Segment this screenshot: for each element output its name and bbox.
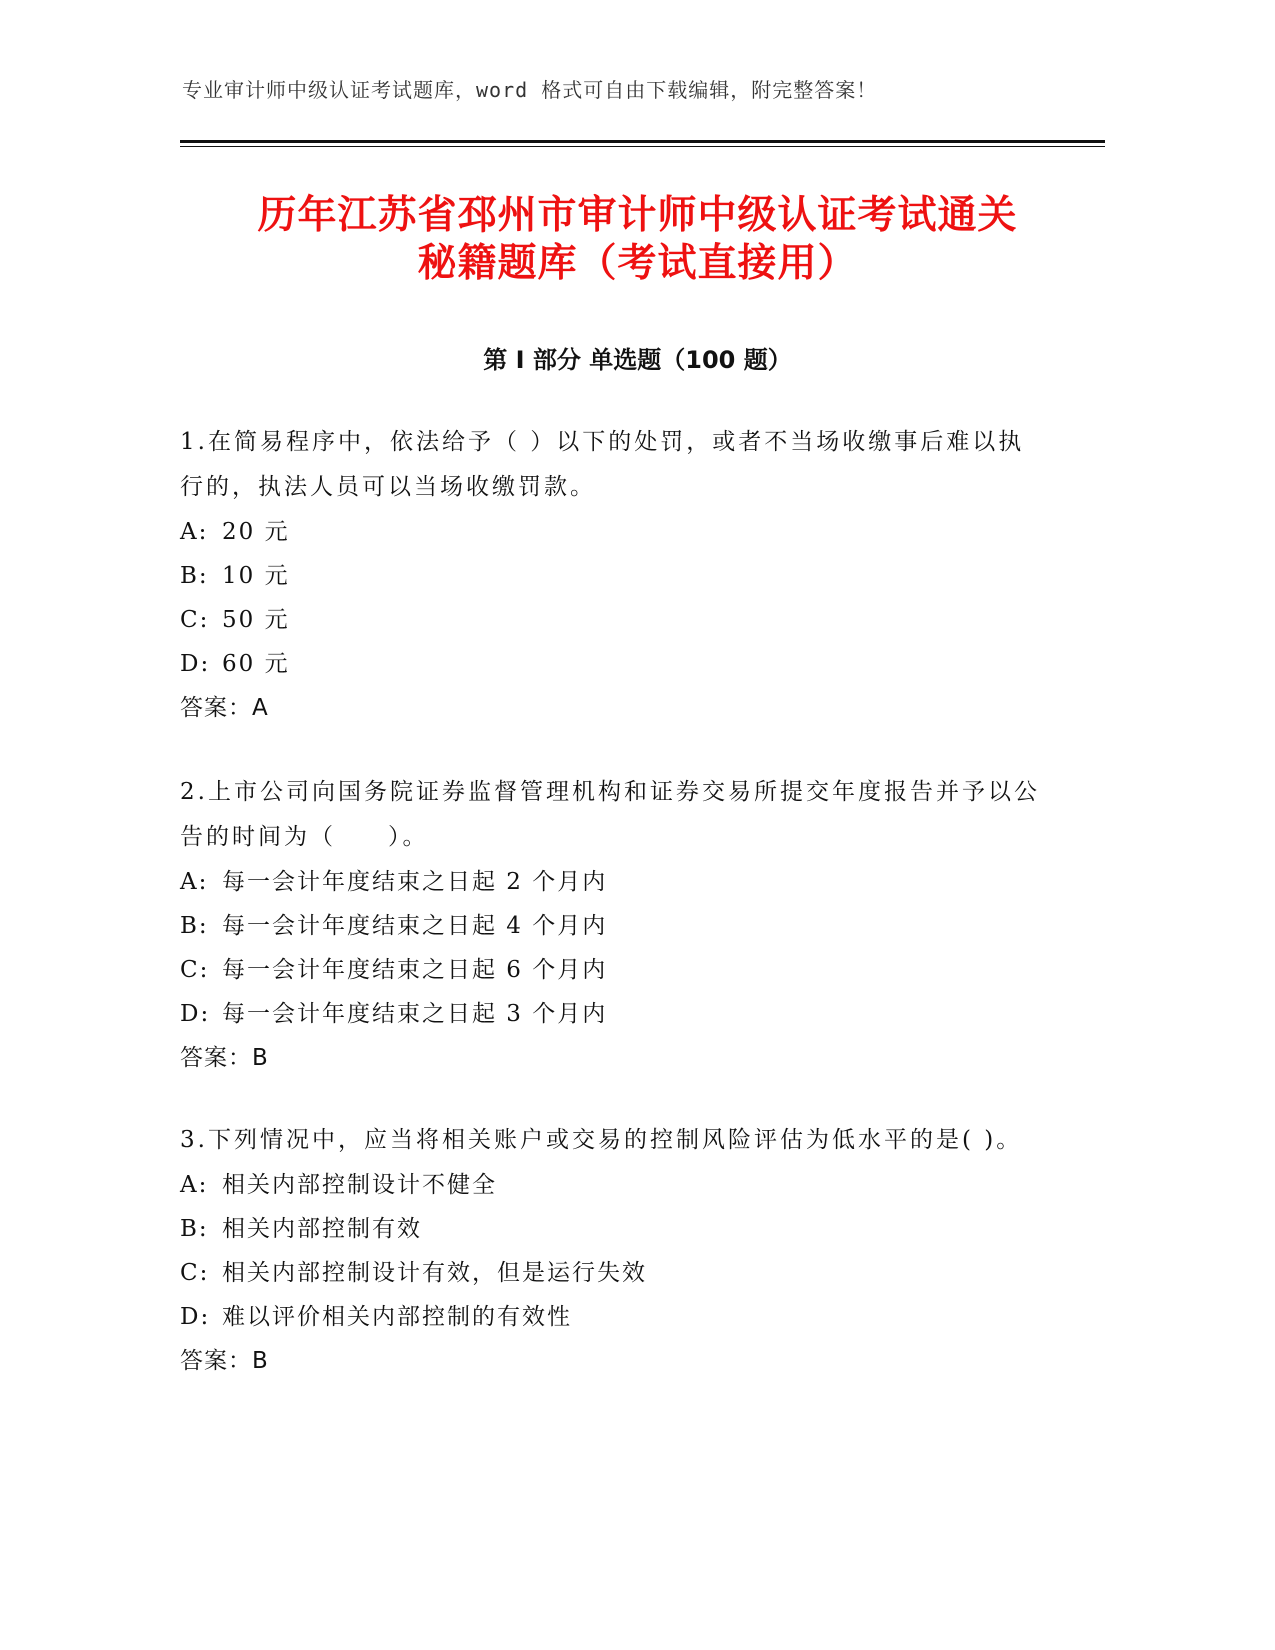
option-c — [180, 948, 1040, 992]
option-letter: B: — [180, 1216, 209, 1242]
title-line-2: 秘籍题库（考试直接用） — [417, 241, 858, 286]
header-rule-thick — [180, 140, 1105, 143]
option-text: 每一会计年度结束之日起 6 个月内 — [222, 957, 608, 983]
option-d — [180, 992, 1040, 1036]
option-text: 60 元 — [222, 651, 290, 677]
option-text: 相关内部控制设计有效，但是运行失效 — [222, 1260, 647, 1286]
question-3 — [180, 1118, 1040, 1383]
option-text: 相关内部控制设计不健全 — [222, 1172, 497, 1198]
answer: 答案：A — [180, 695, 269, 721]
option-letter: C: — [180, 1260, 210, 1286]
option-letter: A: — [180, 1172, 209, 1198]
title-line-1: 历年江苏省邳州市审计师中级认证考试通关 — [257, 193, 1018, 238]
option-b — [180, 554, 1040, 598]
option-text: 每一会计年度结束之日起 2 个月内 — [222, 869, 608, 895]
answer: 答案：B — [180, 1348, 269, 1374]
option-d — [180, 642, 1040, 686]
option-d — [180, 1295, 1040, 1339]
header-note: 专业审计师中级认证考试题库，word 格式可自由下载编辑，附完整答案！ — [182, 78, 878, 102]
option-text: 20 元 — [222, 519, 290, 545]
option-b — [180, 904, 1040, 948]
option-text: 每一会计年度结束之日起 4 个月内 — [222, 913, 608, 939]
option-letter: A: — [180, 519, 209, 545]
question-stem: 1.在简易程序中，依法给予（ ）以下的处罚，或者不当场收缴事后难以执行的，执法人员可以当场收缴罚款。 — [180, 429, 1025, 500]
option-letter: B: — [180, 913, 209, 939]
question-1 — [180, 420, 1040, 730]
question-stem: 3.下列情况中，应当将相关账户或交易的控制风险评估为低水平的是( )。 — [180, 1127, 1023, 1153]
option-c — [180, 1251, 1040, 1295]
option-c — [180, 598, 1040, 642]
option-text: 难以评价相关内部控制的有效性 — [222, 1304, 572, 1330]
option-text: 10 元 — [222, 563, 290, 589]
question-stem: 2.上市公司向国务院证券监督管理机构和证券交易所提交年度报告并予以公告的时间为（ ）。 — [180, 779, 1040, 850]
option-a — [180, 1163, 1040, 1207]
option-letter: D: — [180, 1001, 211, 1027]
option-a — [180, 860, 1040, 904]
option-a — [180, 510, 1040, 554]
option-letter: D: — [180, 651, 211, 677]
option-letter: B: — [180, 563, 209, 589]
option-b — [180, 1207, 1040, 1251]
question-2 — [180, 770, 1040, 1080]
header-rule-thin — [180, 146, 1105, 147]
option-letter: C: — [180, 607, 210, 633]
option-text: 每一会计年度结束之日起 3 个月内 — [222, 1001, 608, 1027]
section-heading: 第 I 部分 单选题（100 题） — [483, 346, 792, 374]
document-title — [140, 192, 1135, 288]
answer: 答案：B — [180, 1045, 269, 1071]
option-letter: A: — [180, 869, 209, 895]
option-text: 50 元 — [222, 607, 290, 633]
option-letter: D: — [180, 1304, 211, 1330]
option-letter: C: — [180, 957, 210, 983]
option-text: 相关内部控制有效 — [222, 1216, 422, 1242]
